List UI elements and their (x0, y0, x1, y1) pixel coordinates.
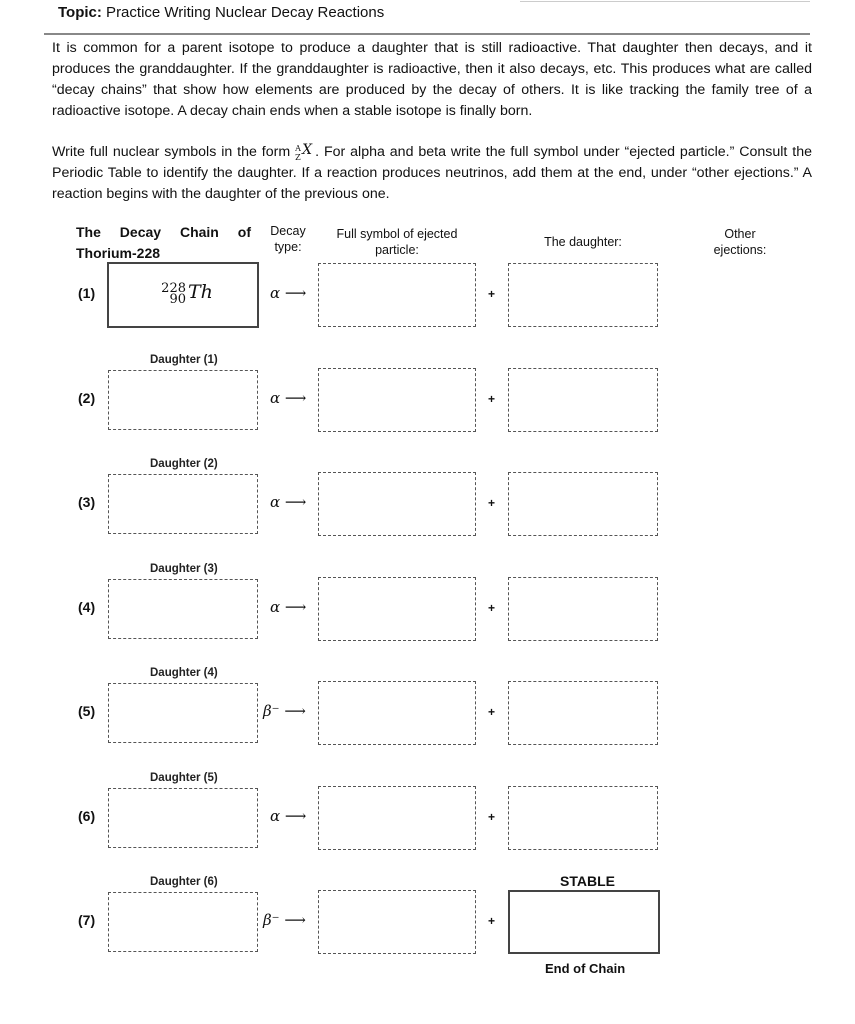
ejected-particle-box[interactable] (318, 786, 476, 850)
plus-sign: + (488, 914, 496, 928)
plus-sign: + (488, 496, 496, 510)
isotope-input-box[interactable] (108, 370, 258, 430)
decay-type-arrow: β⁻ ⟶ (263, 702, 306, 720)
daughter-box[interactable] (508, 472, 658, 536)
plus-sign: + (488, 601, 496, 615)
stable-label: STABLE (560, 873, 615, 889)
daughter-box[interactable] (508, 577, 658, 641)
daughter-label: Daughter (5) (150, 772, 218, 784)
decay-type-arrow: α ⟶ (270, 807, 307, 825)
daughter-label: Daughter (6) (150, 876, 218, 888)
intro-paragraph: It is common for a parent isotope to produce a daughter that is still radioactive. That daughter then decays, and it produces the granddaughter. If the granddaughter is radioactive, then it also decays, etc. This produces what are called “decay chains” that show how elements are produced by the decay of others. It is like tracking the family tree of a radioactive isotope. A decay chain ends when a stable isotope is finally born. (52, 40, 812, 119)
chain-title-word: Chain (179, 224, 219, 240)
ejected-particle-header: Full symbol of ejected particle: (336, 227, 458, 257)
row-number: (1) (78, 285, 96, 301)
topic-label: Topic: (58, 4, 102, 21)
daughter-box[interactable] (508, 368, 658, 432)
plus-sign: + (488, 810, 496, 824)
end-of-chain-label: End of Chain (545, 961, 626, 976)
ejected-particle-box[interactable] (318, 890, 476, 954)
row-number: (2) (78, 390, 96, 406)
daughter-label: Daughter (4) (150, 667, 218, 679)
chain-title-line1 (76, 222, 251, 243)
top-faint-rule (520, 1, 810, 2)
isotope-input-box[interactable] (108, 892, 258, 952)
instructions-paragraph (52, 142, 812, 205)
parent-numbers (160, 283, 186, 305)
row-number: (3) (78, 494, 96, 510)
parent-mass-number: 228 (161, 281, 186, 296)
decay-type-header: Decay type: (270, 224, 306, 254)
decay-type-arrow: α ⟶ (270, 493, 307, 511)
plus-sign: + (488, 392, 496, 406)
isotope-input-box[interactable] (108, 579, 258, 639)
topic-text: Practice Writing Nuclear Decay Reactions (101, 4, 385, 21)
chain-title-line2: Thorium-228 (76, 245, 161, 261)
plus-sign: + (488, 705, 496, 719)
row-number: (6) (78, 808, 96, 824)
instructions-text-before: Write full nuclear symbols in the form (52, 144, 296, 160)
decay-type-arrow: β⁻ ⟶ (263, 911, 306, 929)
parent-element-symbol: Th (188, 281, 213, 303)
row-number: (4) (78, 599, 96, 615)
ejected-particle-box[interactable] (318, 472, 476, 536)
topic-divider (44, 33, 810, 35)
daughter-box[interactable] (508, 786, 658, 850)
isotope-input-box[interactable] (108, 474, 258, 534)
form-element-symbol: X (302, 142, 313, 158)
other-ejections-header: Other ejections: (713, 227, 767, 257)
ejected-particle-box[interactable] (318, 681, 476, 745)
chain-title-word: The (76, 224, 101, 240)
chain-title (76, 222, 251, 264)
daughter-header: The daughter: (544, 235, 622, 249)
decay-type-arrow: α ⟶ (270, 389, 307, 407)
form-mass-number: A (295, 144, 301, 153)
topic-line (58, 4, 384, 21)
nuclear-symbol-form (295, 142, 315, 162)
plus-sign: + (488, 287, 496, 301)
row-number: (7) (78, 912, 96, 928)
final-daughter-box[interactable] (508, 890, 660, 954)
form-atomic-number: Z (295, 153, 301, 162)
decay-type-arrow: α ⟶ (270, 284, 307, 302)
row-number: (5) (78, 703, 96, 719)
ejected-particle-box[interactable] (318, 577, 476, 641)
ejected-particle-box[interactable] (318, 368, 476, 432)
chain-title-word: of (237, 224, 251, 240)
isotope-input-box[interactable] (108, 683, 258, 743)
daughter-box[interactable] (508, 263, 658, 327)
daughter-label: Daughter (2) (150, 458, 218, 470)
chain-title-word: Decay (119, 224, 162, 240)
daughter-label: Daughter (3) (150, 563, 218, 575)
isotope-input-box[interactable] (108, 788, 258, 848)
daughter-box[interactable] (508, 681, 658, 745)
parent-atomic-number: 90 (169, 292, 186, 307)
instructions-text-after: . For alpha and beta write the full symbol under “ejected particle.” Consult the Periodic Table to identify the daughter. If a reaction produces neutrinos, add them at the end, under “other ejections.” A reaction begins with the daughter of the previous one. (52, 144, 812, 202)
ejected-particle-box[interactable] (318, 263, 476, 327)
daughter-label: Daughter (1) (150, 354, 218, 366)
decay-type-arrow: α ⟶ (270, 598, 307, 616)
